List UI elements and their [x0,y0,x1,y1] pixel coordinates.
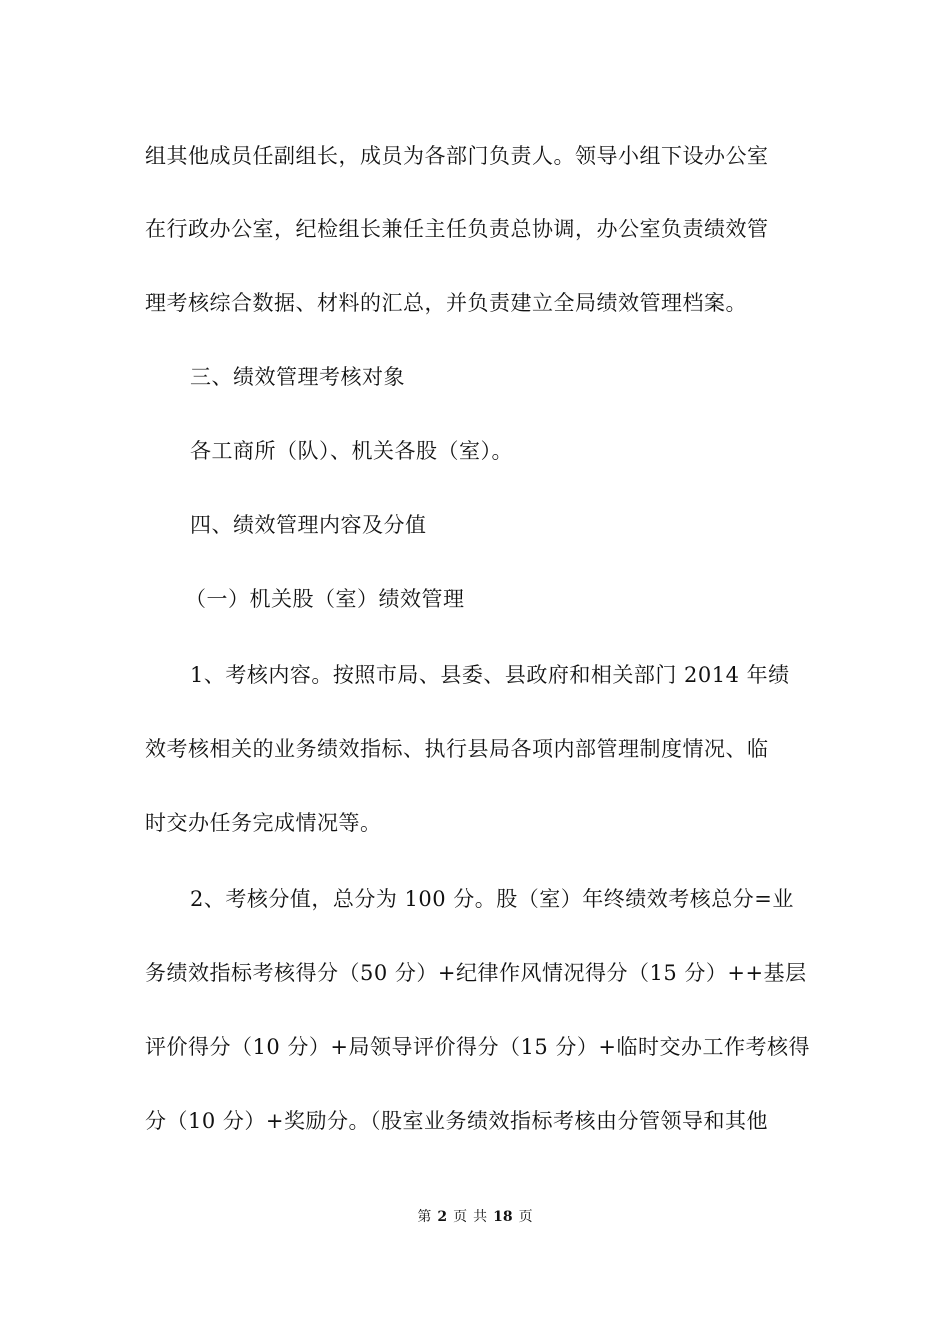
footer-prefix: 第 [417,1209,432,1225]
paragraph-line-8: 1、考核内容。按照市局、县委、县政府和相关部门 2014 年绩 [190,663,790,687]
page-footer [0,1207,950,1227]
paragraph-line-3: 理考核综合数据、材料的汇总，并负责建立全局绩效管理档案。 [145,291,747,315]
paragraph-line-9: 效考核相关的业务绩效指标、执行县局各项内部管理制度情况、临 [145,737,769,761]
paragraph-line-11: 2、考核分值，总分为 100 分。股（室）年终绩效考核总分=业 [190,887,794,911]
paragraph-line-2: 在行政办公室，纪检组长兼任主任负责总协调，办公室负责绩效管 [145,217,769,241]
paragraph-line-13: 评价得分（10 分）+局领导评价得分（15 分）+临时交办工作考核得 [145,1035,810,1059]
paragraph-line-14: 分（10 分）+奖励分。（股室业务绩效指标考核由分管领导和其他 [145,1109,768,1133]
subsection-heading-1: （一）机关股（室）绩效管理 [185,587,465,611]
footer-page-word: 页 [453,1209,468,1225]
section-heading-4: 四、绩效管理内容及分值 [190,513,427,537]
section-heading-3: 三、绩效管理考核对象 [190,365,405,389]
paragraph-line-10: 时交办任务完成情况等。 [145,811,382,835]
footer-total-pages: 18 [493,1209,513,1225]
footer-total-word: 共 [473,1209,488,1225]
footer-page-number: 2 [437,1209,448,1225]
paragraph-line-1: 组其他成员任副组长，成员为各部门负责人。领导小组下设办公室 [145,144,769,168]
footer-suffix: 页 [518,1209,533,1225]
paragraph-line-12: 务绩效指标考核得分（50 分）+纪律作风情况得分（15 分）++基层 [145,961,807,985]
paragraph-targets: 各工商所（队）、机关各股（室）。 [190,439,513,463]
